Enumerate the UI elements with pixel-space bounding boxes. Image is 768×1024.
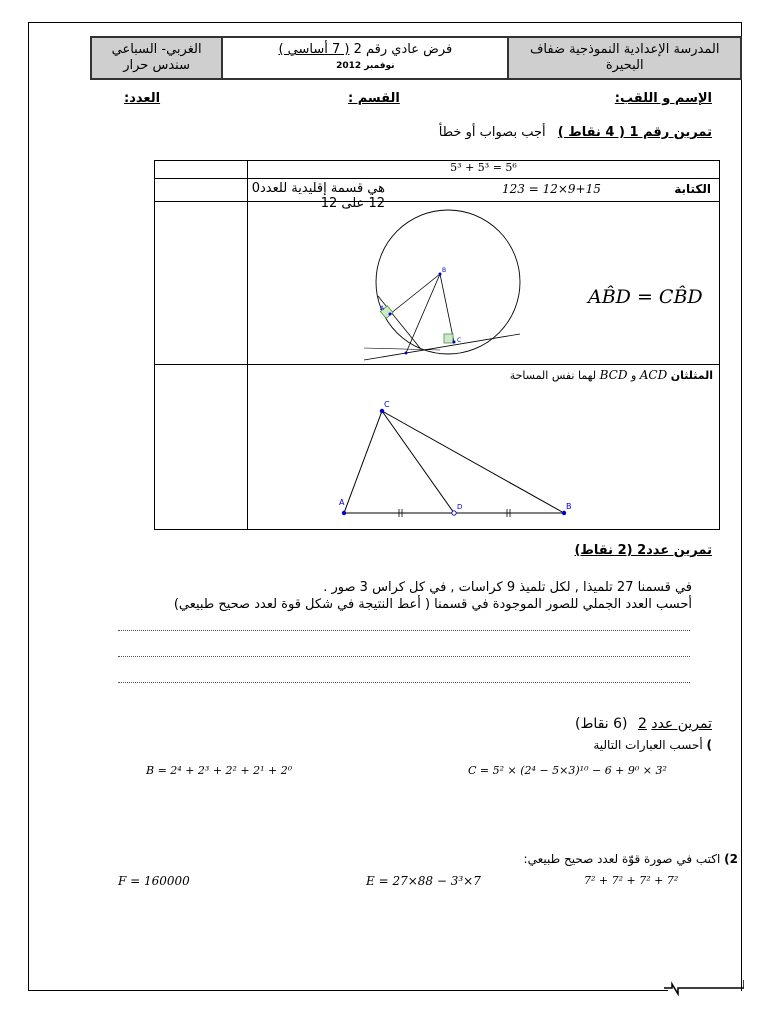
teachers-cell <box>92 38 223 78</box>
exercise3-title: تمرين عدد 2 (6 نقاط) <box>575 716 712 732</box>
statement-1: 5³ + 5³ = 5⁶ <box>248 161 720 179</box>
test-level: ( 7 أساسي ) <box>278 42 350 57</box>
answer-cell-1[interactable] <box>155 161 248 179</box>
fig2-label-d: D <box>457 503 463 511</box>
test-title: فرض عادي رقم 2 ( 7 أساسي ) <box>278 42 453 57</box>
page-corner-mark <box>664 980 744 996</box>
fig1-label-a: A <box>380 305 385 312</box>
triangle-figure <box>336 395 578 521</box>
school-cell <box>507 38 740 78</box>
expression-f: F = 160000 <box>118 874 190 888</box>
exercise2-title: تمرين عدد2 (2 نقاط) <box>574 543 712 558</box>
expression-b: B = 2⁴ + 2³ + 2² + 2¹ + 2⁰ <box>146 764 293 777</box>
expression-c: C = 5² × (2⁴ − 5×3)¹⁰ − 6 + 9⁰ × 3² <box>468 764 667 777</box>
statement-3 <box>248 202 720 365</box>
exercise3-part1: ) أحسب العبارات التالية <box>593 738 712 752</box>
fig2-label-a: A <box>339 498 345 507</box>
answer-line-1[interactable] <box>118 630 690 631</box>
school-name: المدرسة الإعدادية النموذجية ضفاف <box>529 42 720 57</box>
class-label: القسم : <box>348 91 400 106</box>
header-box <box>90 36 742 80</box>
circle-tangent-figure <box>360 208 536 366</box>
statement-4 <box>248 365 720 530</box>
answer-line-2[interactable] <box>118 656 690 657</box>
statement-3-expr: AB̂D = CB̂D <box>588 286 703 308</box>
exercise2-line1: في قسمنا 27 تلميذا , لكل تلميذ 9 كراسات , في كل كراس 3 صور . <box>323 580 692 595</box>
exercise2-line2: أحسب العدد الجملي للصور الموجودة في قسمنا ( أعط النتيجة في شكل قوة لعدد صحيح طبيعي) <box>173 597 692 612</box>
fig2-label-c: C <box>384 400 390 409</box>
exercise1-instruction: أجب بصواب أو خطأ <box>438 125 546 140</box>
fig1-label-c: C <box>457 337 462 344</box>
answer-cell-4[interactable] <box>155 365 248 530</box>
name-label: الإسم و اللقب: <box>614 91 712 106</box>
true-false-table <box>154 160 720 530</box>
statement-2-expr: 123 = 12×9+15 <box>502 182 601 196</box>
teachers-line2: سندس حرار <box>123 58 190 73</box>
expression-sum-sevens: 7² + 7² + 7² + 7² <box>584 874 679 887</box>
answer-cell-2[interactable] <box>155 179 248 202</box>
school-region: البحيرة <box>605 58 644 73</box>
statement-2-text: هي قسمة إقليدية للعدد0 12 على 12 <box>251 181 385 211</box>
statement-4-text: المثلثان ACD و BCD لهما نفس المساحة <box>509 368 713 382</box>
exercise1-title: تمرين رقم 1 ( 4 نقاط ) <box>557 125 712 140</box>
test-date: نوفمبر 2012 <box>336 61 395 71</box>
statement-2 <box>248 179 720 211</box>
expression-e: E = 27×88 − 3³×7 <box>366 874 481 888</box>
statement-2-label: الكتابة <box>674 182 711 196</box>
fig2-label-b: B <box>566 502 572 511</box>
test-cell <box>223 38 507 78</box>
exercise1-heading <box>439 125 712 140</box>
fig1-label-b: B <box>442 267 447 274</box>
page-frame-bottom <box>28 990 668 991</box>
teachers-line1: الغربي- السباعي <box>111 42 202 57</box>
answer-line-3[interactable] <box>118 682 690 683</box>
answer-cell-3[interactable] <box>155 202 248 365</box>
exercise3-part2: 2) اكتب في صورة قوّة لعدد صحيح طبيعي: <box>523 852 738 866</box>
number-label: العدد: <box>124 91 161 106</box>
